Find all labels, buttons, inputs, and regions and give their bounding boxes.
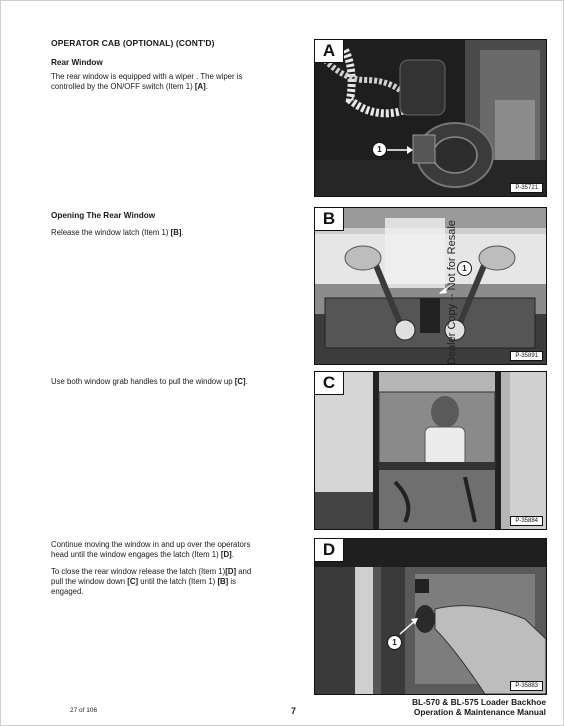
figure-ref: [B]: [217, 577, 229, 586]
text-fragment: .: [231, 550, 234, 559]
figure-d-illustration: [315, 539, 546, 694]
text-fragment: .: [205, 82, 208, 91]
figure-ref: [A]: [194, 82, 206, 91]
section-heading: OPERATOR CAB (OPTIONAL) (CONT'D): [51, 38, 215, 48]
figure-c-photo: [314, 371, 547, 530]
text-fragment: Use both window grab handles to pull the window up: [51, 377, 235, 386]
text-line: [51, 550, 291, 560]
figure-b-photo: [314, 207, 547, 365]
text-line: engaged.: [51, 587, 84, 596]
grab-handles-text: [51, 377, 291, 387]
manual-title-line-1: BL-570 & BL-575 Loader Backhoe: [411, 697, 546, 707]
text-line: [51, 577, 291, 587]
callout-item-1: 1: [387, 635, 402, 650]
text-fragment: .: [181, 228, 184, 237]
opening-text: [51, 228, 291, 238]
page-number: 7: [291, 706, 297, 716]
figure-d-photo: [314, 538, 547, 695]
text-line: [51, 567, 291, 577]
figure-b-code: P-35891: [510, 351, 543, 361]
figure-c-code: P-35884: [510, 516, 543, 526]
figure-a-code: P-35721: [510, 183, 543, 193]
text-line: Continue moving the window in and up over the operators: [51, 540, 251, 549]
text-fragment: head until the window engages the latch (Item 1): [51, 550, 221, 559]
text-fragment: and: [236, 567, 252, 576]
figure-a-illustration: [315, 40, 546, 196]
text-fragment: controlled by the ON/OFF switch (Item 1): [51, 82, 195, 91]
manual-title-line-2: Operation & Maintenance Manual: [413, 706, 546, 717]
figure-d-label: D: [315, 539, 344, 562]
callout-item-1: 1: [372, 142, 387, 157]
text-fragment: Release the window latch (Item 1): [51, 228, 171, 237]
opening-title: Opening The Rear Window: [51, 211, 156, 220]
figure-b-label: B: [315, 208, 344, 231]
figure-ref: [B]: [170, 228, 182, 237]
page-of-count: 27 of 106: [70, 707, 98, 714]
close-window-text: [51, 567, 291, 597]
manual-title: [412, 698, 546, 717]
figure-ref: [C]: [127, 577, 139, 586]
figure-a-label: A: [315, 40, 344, 63]
rear-window-text: [51, 72, 291, 92]
figure-c-illustration: [315, 372, 546, 529]
text-fragment: until the latch (Item 1): [138, 577, 218, 586]
figure-c-label: C: [315, 372, 344, 395]
text-fragment: is: [228, 577, 237, 586]
rear-window-line-1: The rear window is equipped with a wiper . The wiper is: [51, 72, 243, 81]
figure-ref: [D]: [220, 550, 232, 559]
text-fragment: pull the window down: [51, 577, 128, 586]
continue-text: [51, 540, 291, 560]
figure-b-illustration: [315, 208, 546, 364]
text-fragment: To close the rear window release the latch (Item 1): [51, 567, 226, 576]
text-fragment: .: [245, 377, 248, 386]
rear-window-line-2: [51, 82, 291, 92]
callout-item-1: 1: [457, 261, 472, 276]
figure-d-code: P-35883: [510, 681, 543, 691]
rear-window-title: Rear Window: [51, 58, 103, 67]
figure-ref: [C]: [234, 377, 246, 386]
figure-ref: [D]: [225, 567, 237, 576]
figure-a-photo: [314, 39, 547, 197]
